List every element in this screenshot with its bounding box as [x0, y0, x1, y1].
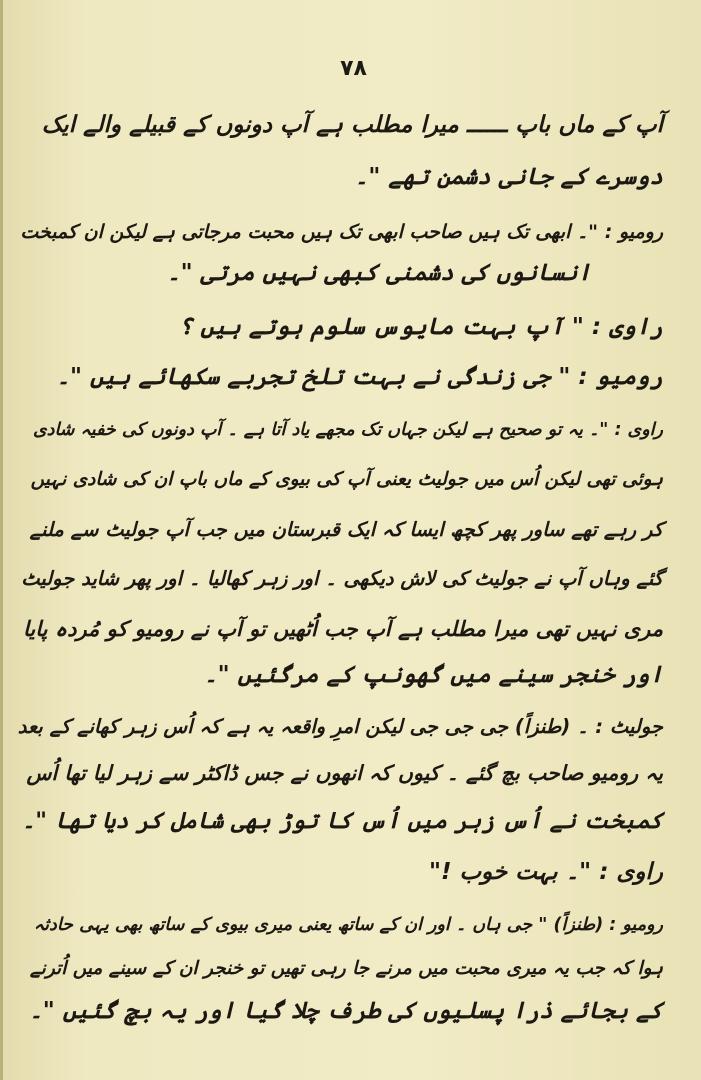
speaker-label: راوی :	[599, 859, 663, 885]
text-line	[30, 954, 663, 984]
text-line	[33, 415, 663, 445]
text-line	[57, 362, 663, 392]
text-line	[42, 110, 663, 140]
line-text: انسانوں کی دشمنی کبھی نہیں مرتی "۔	[167, 260, 591, 286]
line-text: دوسرے کے جانی دشمن تھے "۔	[354, 164, 663, 190]
text-line	[355, 162, 663, 192]
line-text: کے بجائے ذرا پسلیوں کی طرف چلا گیا اور یہ بچ گئیں "۔	[29, 998, 663, 1024]
line-text: مری نہیں تھی میرا مطلب ہے آپ جب اُٹھیں تو آپ نے رومیو کو مُردہ پایا	[23, 617, 663, 641]
line-text: ۔ (طنزاً) جی جی جی لیکن امرِ واقعہ یہ ہے کہ اُس زہر کھانے کے بعد	[17, 715, 589, 738]
speaker-label: راوی :	[591, 314, 663, 340]
text-line	[29, 996, 663, 1026]
line-text: اور خنجر سینے میں گھونپ کے مرگئیں "۔	[204, 662, 663, 688]
line-text: آپ کے ماں باپ ــــــ میرا مطلب ہے آپ دونوں کے قبیلے والے ایک	[41, 112, 663, 138]
line-text: "۔ بہت خوب !"	[429, 859, 592, 885]
text-line	[18, 712, 663, 742]
text-line	[30, 515, 663, 545]
text-line	[21, 564, 663, 594]
line-text: ہوا کہ جب یہ میری محبت میں مرنے جا رہی تھیں تو خنجر ان کے سینے میں اُترنے	[29, 958, 663, 979]
speaker-label: راوی :	[614, 420, 663, 440]
text-line	[23, 614, 663, 644]
speaker-label: رومیو :	[609, 915, 663, 935]
text-line	[22, 806, 663, 836]
text-line	[429, 857, 663, 887]
text-line	[204, 660, 663, 690]
line-text: ہوئی تھی لیکن اُس میں جولیٹ یعنی آپ کی بیوی کے ماں باپ ان کی شادی نہیں	[30, 469, 663, 490]
speaker-label: رومیو :	[578, 364, 663, 390]
speaker-label: رومیو :	[604, 221, 663, 243]
line-text: کمبخت نے اُس زہر میں اُس کا توڑ بھی شامل کر دیا تھا "۔	[22, 808, 663, 834]
speaker-label: جولیٹ :	[595, 715, 663, 738]
line-text: یہ رومیو صاحب بچ گئے ۔ کیوں کہ انھوں نے جس ڈاکٹر سے زہر لیا تھا اُس	[26, 761, 663, 785]
line-text: (طنزاً) " جی ہاں ۔ اور ان کے ساتھ یعنی میری بیوی کے ساتھ بھی یہی حادثہ	[33, 915, 604, 935]
page-number: ۷۸	[340, 56, 367, 81]
line-text: "۔ ابھی تک ہیں صاحب ابھی تک ہیں محبت مرجاتی ہے لیکن ان کمبخت	[20, 221, 599, 243]
line-text: گئے وہاں آپ نے جولیٹ کی لاش دیکھی ۔ اور زہر کھالیا ۔ اور پھر شاید جولیٹ	[21, 567, 663, 590]
text-line	[179, 312, 663, 342]
line-text: "۔ یہ تو صحیح ہے لیکن جہاں تک مجھے یاد آتا ہے ۔ آپ دونوں کی خفیہ شادی	[32, 420, 609, 440]
text-line	[26, 758, 663, 788]
line-text: " جی زندگی نے بہت تلخ تجربے سکھائے ہیں "۔	[56, 364, 571, 390]
text-line	[167, 258, 591, 288]
text-line	[31, 465, 663, 495]
line-text: کر رہے تھے ساور پھر کچھ ایسا کہ ایک قبرستان میں جب آپ جولیٹ سے ملنے	[29, 518, 663, 541]
text-line	[20, 217, 663, 247]
text-line	[34, 910, 663, 940]
line-text: " آپ بہت مایوس سلوم ہوتے ہیں ؟	[178, 314, 584, 340]
